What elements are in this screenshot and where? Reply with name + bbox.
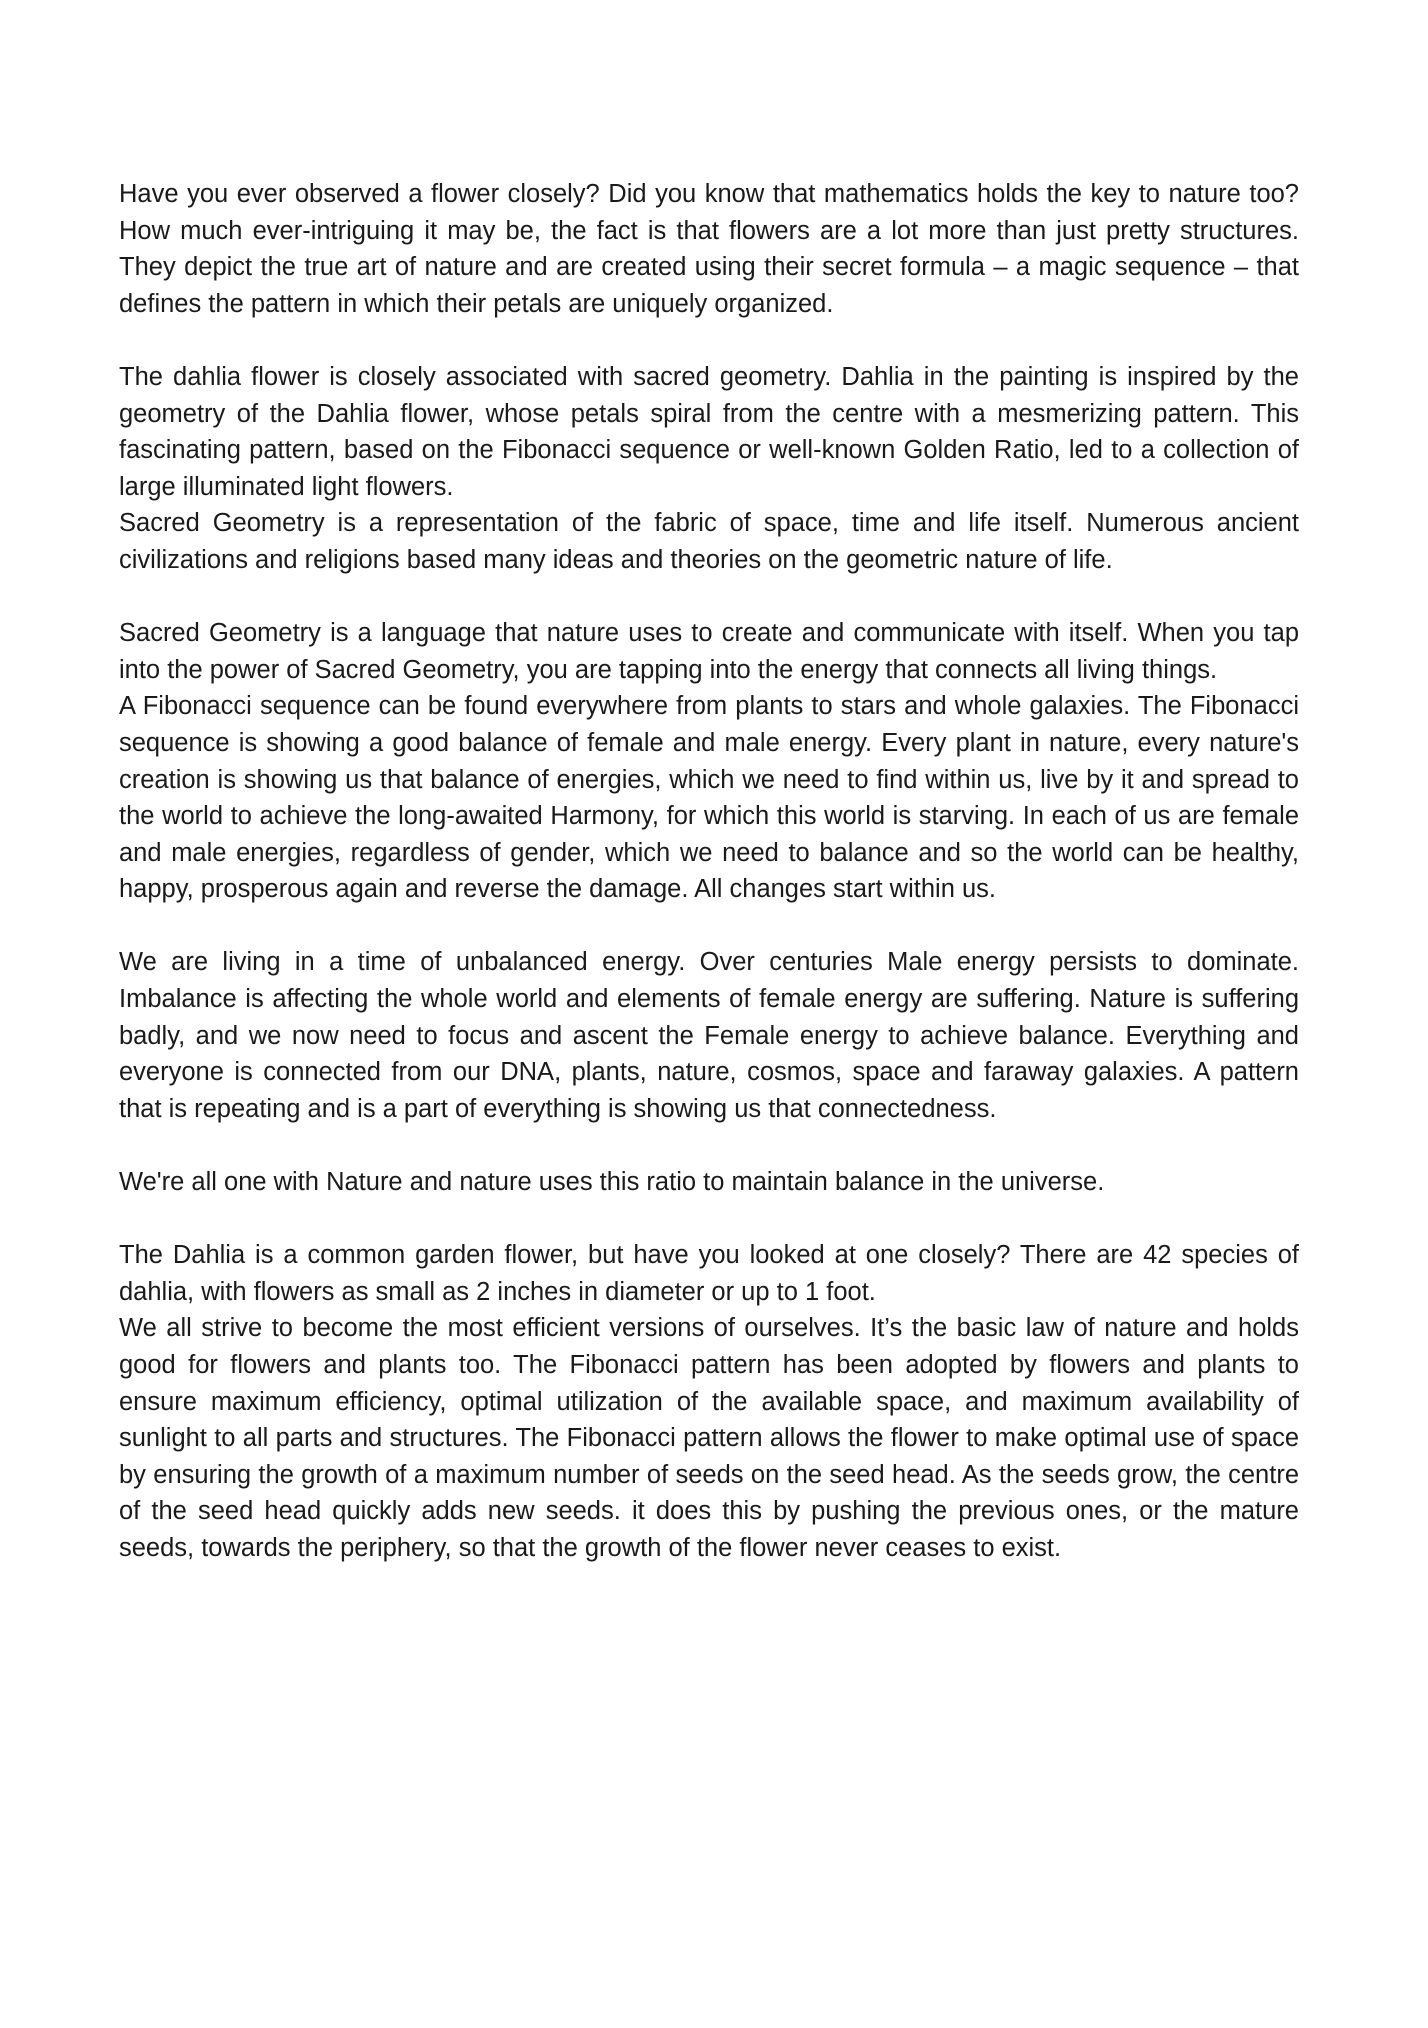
paragraph-dahlia-species: The Dahlia is a common garden flower, but have you looked at one closely? There are 42 species of dahlia, with flowers as small as 2 inches in diameter or up to 1 foot. <box>119 1241 1299 1306</box>
paragraph-sacred-geometry-fabric: Sacred Geometry is a representation of the fabric of space, time and life itself. Numerous ancient civilizations and religions based many ideas and theories on the geometric nature of life. <box>119 509 1299 574</box>
paragraph-spacer <box>119 1127 1299 1164</box>
paragraph-intro: Have you ever observed a flower closely? Did you know that mathematics holds the key to nature too? How much ever-intriguing it may be, the fact is that flowers are a lot more than just pretty structures. They depict the true art of nature and are created using their secret formula – a magic sequence – that defines the pattern in which their petals are uniquely organized. <box>119 180 1299 318</box>
paragraph-unbalanced-energy: We are living in a time of unbalanced energy. Over centuries Male energy persists to dominate. Imbalance is affecting the whole world and elements of female energy are suffering. Nature is suffering badly, and we now need to focus and ascent the Female energy to achieve balance. Everything and everyone is connected from our DNA, plants, nature, cosmos, space and faraway galaxies. A pattern that is repeating and is a part of everything is showing us that connectedness. <box>119 948 1299 1123</box>
paragraph-spacer <box>119 322 1299 359</box>
paragraph-sacred-geometry-language: Sacred Geometry is a language that nature uses to create and communicate with itself. When you tap into the power of Sacred Geometry, you are tapping into the energy that connects all living things. <box>119 619 1299 684</box>
paragraph-one-with-nature: We're all one with Nature and nature uses this ratio to maintain balance in the universe. <box>119 1168 1105 1197</box>
paragraph-spacer <box>119 1201 1299 1238</box>
paragraph-spacer <box>119 579 1299 616</box>
document-body <box>119 176 1299 1567</box>
paragraph-dahlia-geometry: The dahlia flower is closely associated with sacred geometry. Dahlia in the painting is inspired by the geometry of the Dahlia flower, whose petals spiral from the centre with a mesmerizing pattern. This fascinating pattern, based on the Fibonacci sequence or well-known Golden Ratio, led to a collection of large illuminated light flowers. <box>119 362 1299 501</box>
paragraph-spacer <box>119 908 1299 945</box>
paragraph-efficiency: We all strive to become the most efficient versions of ourselves. It’s the basic law of nature and holds good for flowers and plants too. The Fibonacci pattern has been adopted by flowers and plants to ensure maximum efficiency, optimal utilization of the available space, and maximum availability of sunlight to all parts and structures. The Fibonacci pattern allows the flower to make optimal use of space by ensuring the growth of a maximum number of seeds on the seed head. As the seeds grow, the centre of the seed head quickly adds new seeds. it does this by pushing the previous ones, or the mature seeds, towards the periphery, so that the growth of the flower never ceases to exist. <box>119 1314 1299 1562</box>
paragraph-fibonacci-energy: A Fibonacci sequence can be found everywhere from plants to stars and whole galaxies. The Fibonacci sequence is showing a good balance of female and male energy. Every plant in nature, every nature's creation is showing us that balance of energies, which we need to find within us, live by it and spread to the world to achieve the long-awaited Harmony, for which this world is starving. In each of us are female and male energies, regardless of gender, which we need to balance and so the world can be healthy, happy, prosperous again and reverse the damage. All changes start within us. <box>119 692 1299 904</box>
